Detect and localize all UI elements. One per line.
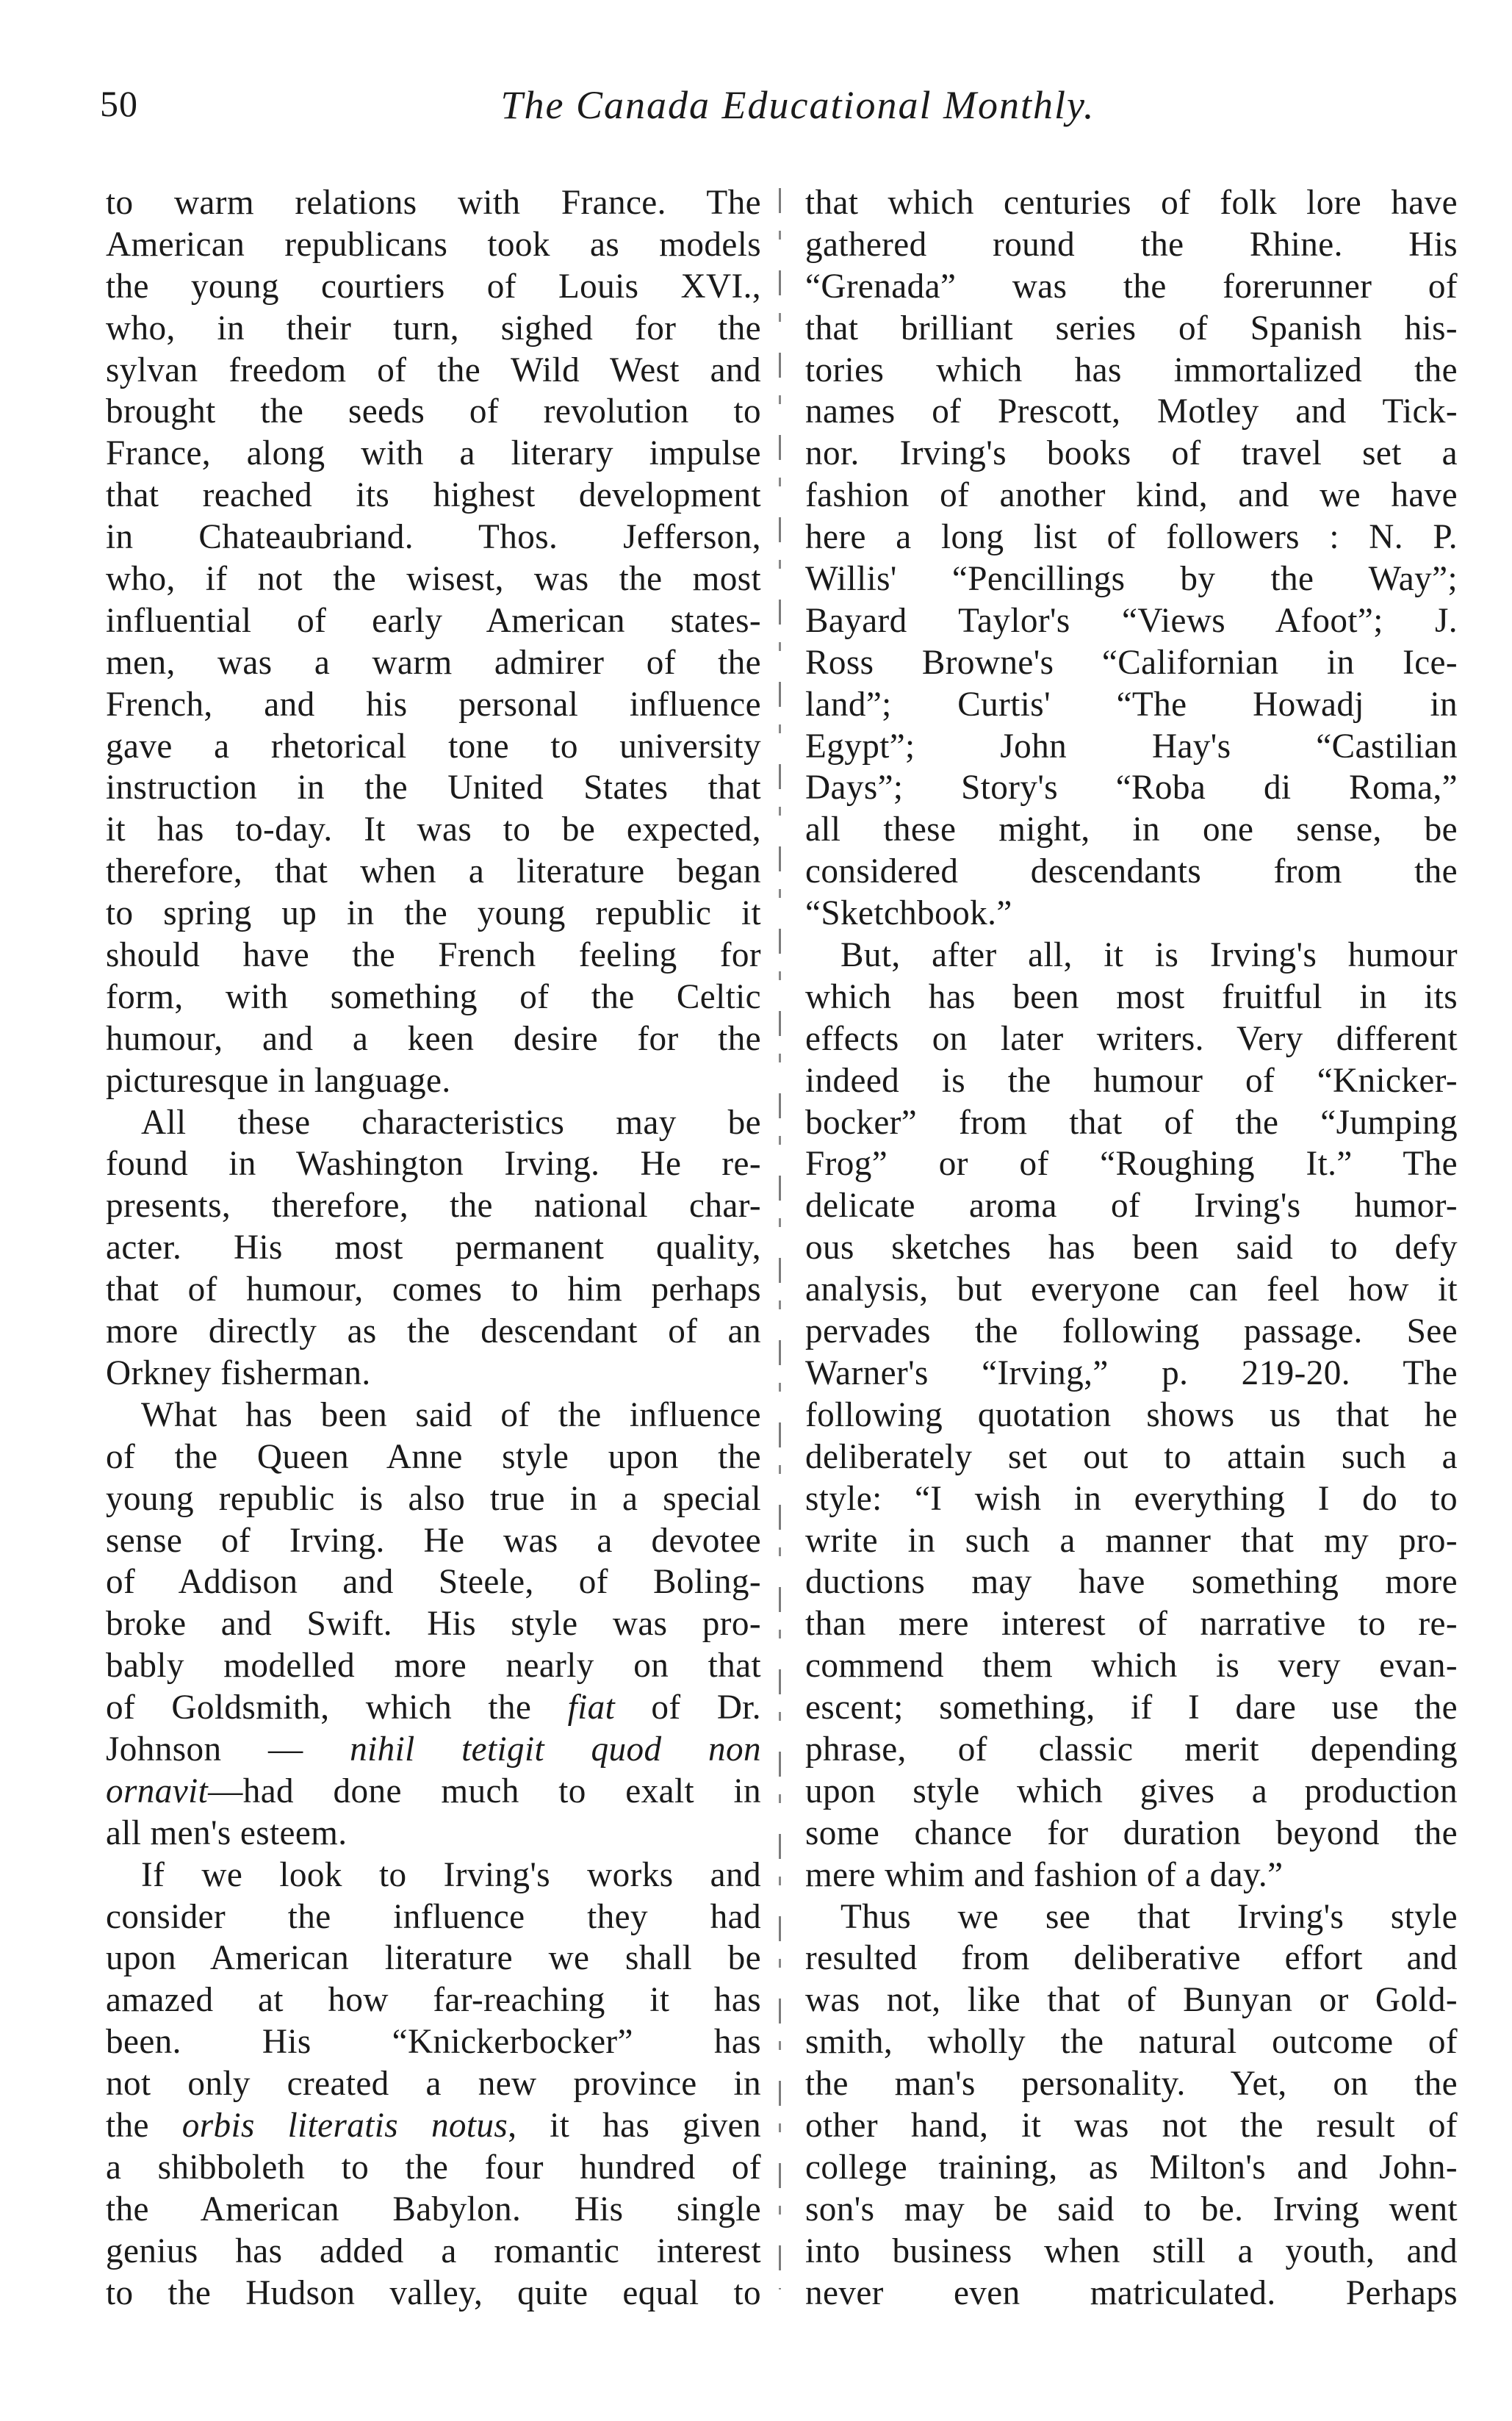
text-line: young republic is also true in a special	[106, 1479, 761, 1518]
text-line: than mere interest of narrative to re-	[805, 1605, 1458, 1644]
text-line: that which centuries of folk lore have	[805, 184, 1458, 222]
text-line: to the Hudson valley, quite equal to	[106, 2273, 761, 2312]
text-line: picturesque in language.	[106, 1061, 451, 1100]
text-line: sense of Irving. He was a devotee	[106, 1521, 761, 1560]
text-line: “Grenada” was the forerunner of	[805, 267, 1458, 306]
page-header	[100, 82, 1466, 148]
page-number: 50	[100, 83, 138, 124]
text-line: of the Queen Anne style upon the	[106, 1437, 761, 1476]
text-line: who, if not the wisest, was the most	[106, 560, 761, 599]
text-line: ornavit—had done much to exalt in	[106, 1771, 761, 1810]
text-line: upon American literature we shall be	[106, 1939, 761, 1978]
text-line: men, was a warm admirer of the	[106, 643, 761, 682]
text-line: escent; something, if I dare use the	[805, 1688, 1458, 1727]
text-line: instruction in the United States that	[106, 769, 761, 807]
text-line: All these characteristics may be	[141, 1103, 761, 1142]
text-line: consider the influence they had	[106, 1897, 761, 1936]
text-line: amazed at how far-reaching it has	[106, 1981, 761, 2020]
text-line: son's may be said to be. Irving went	[805, 2190, 1458, 2228]
text-line: bocker” from that of the “Jumping	[805, 1103, 1458, 1142]
running-title: The Canada Educational Monthly.	[500, 83, 1095, 127]
text-line: land”; Curtis' “The Howadj in	[805, 685, 1458, 724]
text-line: effects on later writers. Very different	[805, 1019, 1458, 1058]
text-line: Frog” or of “Roughing It.” The	[805, 1145, 1458, 1184]
text-line: following quotation shows us that he	[805, 1395, 1458, 1434]
text-line: analysis, but everyone can feel how it	[805, 1270, 1458, 1309]
text-line: resulted from deliberative effort and	[805, 1939, 1458, 1978]
text-line: the man's personality. Yet, on the	[805, 2065, 1458, 2104]
text-line: Days”; Story's “Roba di Roma,”	[805, 769, 1458, 807]
text-line: But, after all, it is Irving's humour	[840, 936, 1458, 975]
text-line: upon style which gives a production	[805, 1771, 1458, 1810]
text-line: tories which has immortalized the	[805, 350, 1458, 389]
text-line: college training, as Milton's and John-	[805, 2148, 1458, 2187]
text-line: other hand, it was not the result of	[805, 2106, 1458, 2145]
text-line: France, along with a literary impulse	[106, 434, 761, 473]
text-line: French, and his personal influence	[106, 685, 761, 724]
text-line: Warner's “Irving,” p. 219-20. The	[805, 1353, 1458, 1392]
text-line: a shibboleth to the four hundred of	[106, 2148, 761, 2187]
column-divider	[779, 188, 781, 2289]
text-line: that reached its highest development	[106, 476, 761, 515]
text-line: pervades the following passage. See	[805, 1312, 1458, 1351]
text-line: gave a rhetorical tone to university	[106, 727, 761, 766]
text-line: to warm relations with France. The	[106, 184, 761, 222]
text-line: who, in their turn, sighed for the	[106, 309, 761, 348]
text-line: which has been most fruitful in its	[805, 977, 1458, 1016]
text-line: broke and Swift. His style was pro-	[106, 1605, 761, 1644]
text-line: of Addison and Steele, of Boling-	[106, 1563, 761, 1602]
text-line: brought the seeds of revolution to	[106, 392, 761, 431]
text-line: fashion of another kind, and we have	[805, 476, 1458, 515]
text-line: nor. Irving's books of travel set a	[805, 434, 1458, 473]
text-line: the orbis literatis notus, it has given	[106, 2106, 762, 2145]
text-line: phrase, of classic merit depending	[805, 1730, 1458, 1769]
text-line: in Chateaubriand. Thos. Jefferson,	[106, 518, 761, 557]
text-line: presents, therefore, the national char-	[106, 1187, 761, 1226]
text-line: form, with something of the Celtic	[106, 977, 761, 1016]
text-line: acter. His most permanent quality,	[106, 1229, 761, 1267]
text-line: it has to-day. It was to be expected,	[106, 810, 761, 849]
text-line: more directly as the descendant of an	[106, 1312, 761, 1351]
text-line: Ross Browne's “Californian in Ice-	[805, 643, 1458, 682]
text-line: influential of early American states-	[106, 601, 761, 640]
text-line: all men's esteem.	[106, 1813, 348, 1852]
text-line: indeed is the humour of “Knicker-	[805, 1061, 1458, 1100]
text-line: style: “I wish in everything I do to	[805, 1479, 1458, 1518]
text-line: commend them which is very evan-	[805, 1647, 1458, 1686]
text-line: Orkney fisherman.	[106, 1353, 371, 1392]
text-line: Willis' “Pencillings by the Way”;	[805, 560, 1458, 599]
text-line: of Goldsmith, which the fiat of Dr.	[106, 1688, 761, 1727]
text-line: was not, like that of Bunyan or Gold-	[805, 1981, 1458, 2020]
text-line: the young courtiers of Louis XVI.,	[106, 267, 761, 306]
text-line: that brilliant series of Spanish his-	[805, 309, 1458, 348]
left-text-column	[106, 182, 761, 2314]
text-line: gathered round the Rhine. His	[805, 225, 1458, 264]
text-line: American republicans took as models	[106, 225, 761, 264]
text-line: that of humour, comes to him perhaps	[106, 1270, 761, 1309]
text-line: smith, wholly the natural outcome of	[805, 2023, 1458, 2062]
text-line: ductions may have something more	[805, 1563, 1458, 1602]
text-line: humour, and a keen desire for the	[106, 1019, 761, 1058]
text-line: deliberately set out to attain such a	[805, 1437, 1458, 1476]
text-line: Egypt”; John Hay's “Castilian	[805, 727, 1458, 766]
text-line: should have the French feeling for	[106, 936, 761, 975]
text-line: into business when still a youth, and	[805, 2231, 1458, 2270]
text-line: to spring up in the young republic it	[106, 894, 761, 933]
text-line: mere whim and fashion of a day.”	[805, 1855, 1284, 1894]
text-line: names of Prescott, Motley and Tick-	[805, 392, 1458, 431]
text-line: not only created a new province in	[106, 2065, 761, 2104]
text-line: genius has added a romantic interest	[106, 2231, 761, 2270]
right-text-column	[805, 182, 1458, 2314]
text-line: ous sketches has been said to defy	[805, 1229, 1458, 1267]
text-line: Bayard Taylor's “Views Afoot”; J.	[805, 601, 1458, 640]
text-line: never even matriculated. Perhaps	[805, 2273, 1458, 2312]
text-line: considered descendants from the	[805, 852, 1458, 891]
text-line: been. His “Knickerbocker” has	[106, 2023, 761, 2062]
text-line: the American Babylon. His single	[106, 2190, 761, 2228]
text-line: therefore, that when a literature began	[106, 852, 761, 891]
text-line: Thus we see that Irving's style	[840, 1897, 1458, 1936]
text-line: Johnson — nihil tetigit quod non	[106, 1730, 761, 1769]
text-line: “Sketchbook.”	[805, 894, 1012, 933]
text-line: here a long list of followers : N. P.	[805, 518, 1458, 557]
text-line: What has been said of the influence	[141, 1395, 761, 1434]
text-line: write in such a manner that my pro-	[805, 1521, 1458, 1560]
text-line: sylvan freedom of the Wild West and	[106, 350, 761, 389]
text-line: delicate aroma of Irving's humor-	[805, 1187, 1458, 1226]
text-line: found in Washington Irving. He re-	[106, 1145, 761, 1184]
text-line: some chance for duration beyond the	[805, 1813, 1458, 1852]
text-line: If we look to Irving's works and	[141, 1855, 761, 1894]
text-line: bably modelled more nearly on that	[106, 1647, 761, 1686]
text-line: all these might, in one sense, be	[805, 810, 1458, 849]
